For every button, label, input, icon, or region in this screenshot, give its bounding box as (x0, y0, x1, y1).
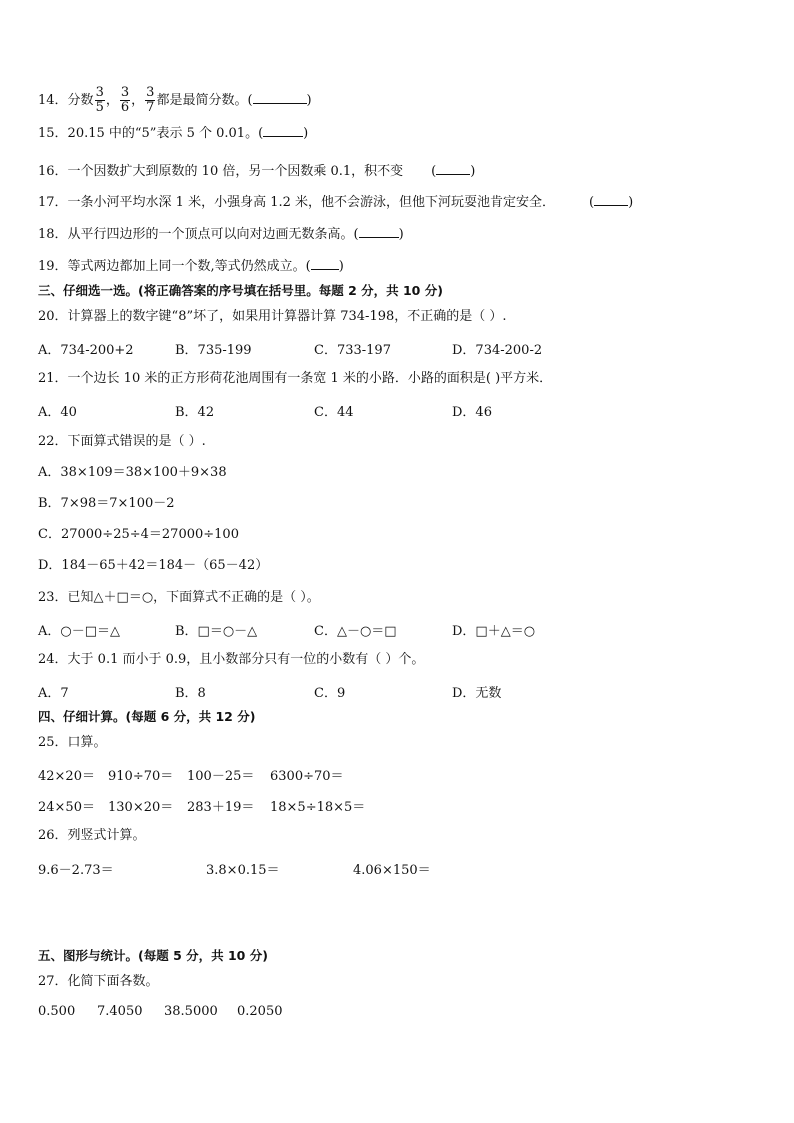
calc-item: 3.8×0.15＝ (206, 863, 280, 878)
math-item: 283＋19＝ (187, 800, 255, 815)
question-16: 16．一个因数扩大到原数的 10 倍，另一个因数乘 0.1，积不变 ( ) (38, 164, 476, 179)
section-3-heading: 三、仔细选一选。(将正确答案的序号填在括号里。每题 2 分，共 10 分) (38, 283, 443, 298)
question-21: 21．一个边长 10 米的正方形荷花池周围有一条宽 1 米的小路．小路的面积是( )平方米． (38, 371, 553, 386)
option-b[interactable]: B．735-199 (175, 343, 252, 358)
math-item: 24×50＝ (38, 800, 95, 815)
answer-blank[interactable] (263, 124, 303, 137)
option-c[interactable]: C．27000÷25÷4＝27000÷100 (38, 527, 239, 542)
question-26: 26．列竖式计算。 (38, 828, 146, 843)
math-item: 130×20＝ (108, 800, 174, 815)
question-22: 22．下面算式错误的是（ ）. (38, 434, 206, 449)
question-24: 24．大于 0.1 而小于 0.9，且小数部分只有一位的小数有（ ）个。 (38, 652, 425, 667)
calc-item: 4.06×150＝ (353, 863, 431, 878)
math-item: 910÷70＝ (108, 769, 174, 784)
math-item: 42×20＝ (38, 769, 95, 784)
question-23: 23．已知△＋□＝○，下面算式不正确的是（ ）。 (38, 590, 320, 605)
option-c[interactable]: C．9 (314, 686, 346, 701)
fraction-3-5: $\frac{3}{5}$ (95, 85, 104, 115)
answer-blank[interactable] (359, 225, 399, 238)
option-a[interactable]: A．734-200+2 (38, 343, 134, 358)
number-item: 0.2050 (237, 1004, 283, 1019)
number-item: 38.5000 (164, 1004, 218, 1019)
question-14: 14．分数 $\frac{3}{5}$ ， $\frac{3}{6}$ ， $\frac{3}{7}$ 都是最简分数。( ) (38, 85, 312, 115)
fraction-3-6: $\frac{3}{6}$ (120, 85, 130, 115)
option-b[interactable]: B．42 (175, 405, 215, 420)
section-4-heading: 四、仔细计算。(每题 6 分，共 12 分) (38, 709, 256, 724)
answer-blank[interactable] (311, 257, 339, 270)
calc-item: 9.6－2.73＝ (38, 863, 114, 878)
option-d[interactable]: D．46 (452, 405, 492, 420)
math-item: 100－25＝ (187, 769, 255, 784)
option-b[interactable]: B．7×98＝7×100－2 (38, 496, 175, 511)
option-d[interactable]: D．734-200-2 (452, 343, 543, 358)
answer-blank[interactable] (436, 162, 470, 175)
option-a[interactable]: A．7 (38, 686, 69, 701)
question-15: 15．20.15 中的“5”表示 5 个 0.01。( ) (38, 126, 309, 141)
option-a[interactable]: A．38×109＝38×100＋9×38 (38, 465, 227, 480)
option-a[interactable]: A．○－□＝△ (38, 624, 121, 639)
section-5-heading: 五、图形与统计。(每题 5 分，共 10 分) (38, 948, 268, 963)
option-c[interactable]: C．733-197 (314, 343, 391, 358)
number-item: 0.500 (38, 1004, 76, 1019)
number-item: 7.4050 (97, 1004, 143, 1019)
option-b[interactable]: B．8 (175, 686, 206, 701)
math-item: 18×5÷18×5＝ (270, 800, 366, 815)
math-item: 6300÷70＝ (270, 769, 344, 784)
answer-blank[interactable] (253, 91, 307, 104)
option-b[interactable]: B．□＝○－△ (175, 624, 258, 639)
question-27: 27．化简下面各数。 (38, 974, 159, 989)
option-c[interactable]: C．44 (314, 405, 354, 420)
question-20: 20．计算器上的数字键“8”坏了，如果用计算器计算 734-198，不正确的是（ ）. (38, 309, 507, 324)
question-17: 17．一条小河平均水深 1 米，小强身高 1.2 米，他不会游泳，但他下河玩耍池肯定安全． ( ) (38, 195, 634, 210)
question-number: 14． (38, 93, 68, 108)
option-d[interactable]: D．184－65＋42＝184－（65－42） (38, 558, 269, 573)
fraction-3-7: $\frac{3}{7}$ (146, 85, 155, 115)
question-25: 25．口算。 (38, 735, 107, 750)
answer-blank[interactable] (594, 193, 628, 206)
option-d[interactable]: D．□＋△＝○ (452, 624, 536, 639)
option-d[interactable]: D．无数 (452, 686, 502, 701)
option-c[interactable]: C．△－○＝□ (314, 624, 397, 639)
option-a[interactable]: A．40 (38, 405, 77, 420)
question-18: 18．从平行四边形的一个顶点可以向对边画无数条高。( ) (38, 227, 404, 242)
question-19: 19．等式两边都加上同一个数,等式仍然成立。( ) (38, 259, 344, 274)
